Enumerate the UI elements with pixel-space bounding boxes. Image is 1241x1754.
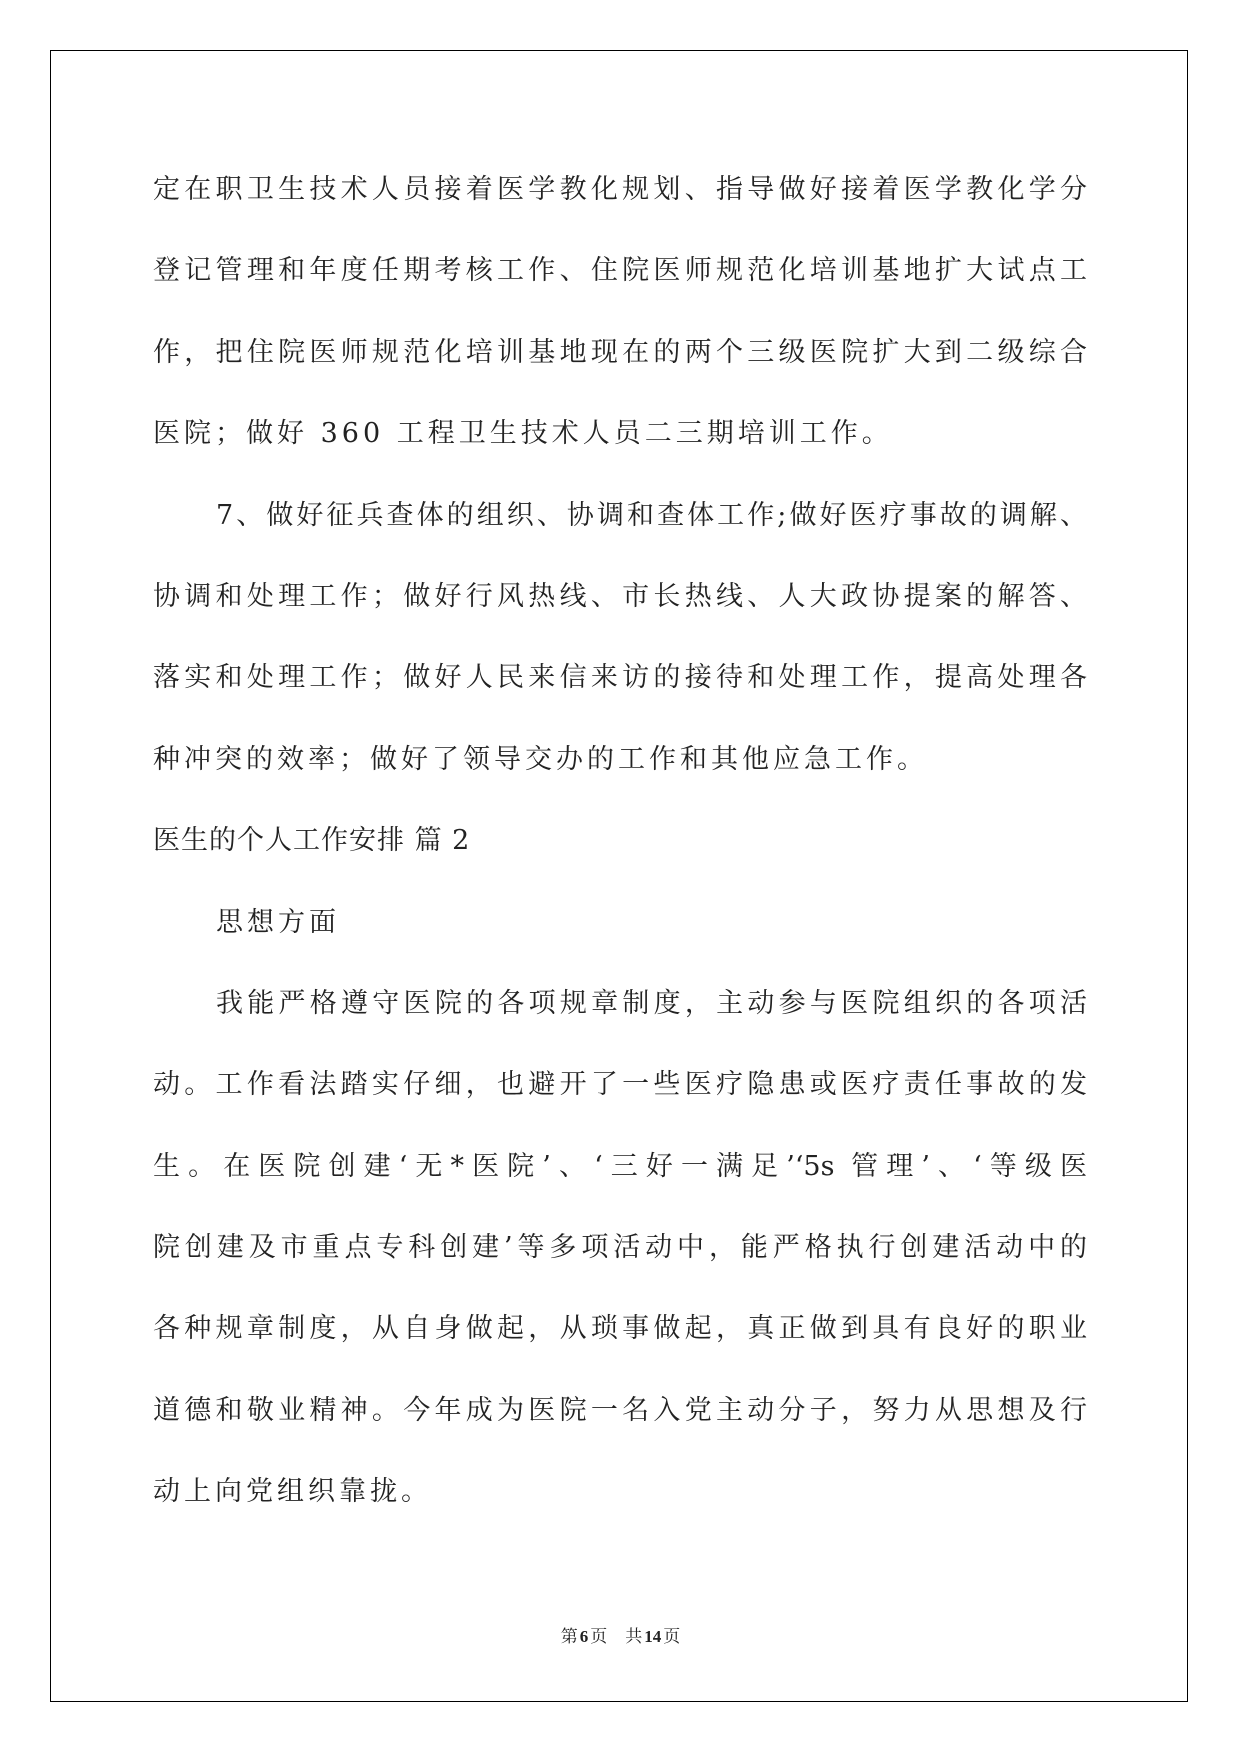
total-pages: 14	[644, 1627, 662, 1646]
subsection-heading: 思想方面	[216, 906, 340, 938]
document-body	[153, 149, 1087, 1533]
page-footer	[0, 1622, 1241, 1647]
paragraph-line: 道德和敬业精神。今年成为医院一名入党主动分子，努力从思想及行	[153, 1394, 1087, 1426]
paragraph-line: 种冲突的效率；做好了领导交办的工作和其他应急工作。	[153, 743, 928, 775]
total-prefix: 共	[625, 1627, 643, 1646]
paragraph-line: 各种规章制度，从自身做起，从琐事做起，真正做到具有良好的职业	[153, 1313, 1087, 1345]
paragraph-line: 落实和处理工作；做好人民来信来访的接待和处理工作，提高处理各	[153, 662, 1087, 694]
paragraph-line: 作，把住院医师规范化培训基地现在的两个三级医院扩大到二级综合	[153, 336, 1087, 368]
paragraph-line: 我能严格遵守医院的各项规章制度，主动参与医院组织的各项活	[216, 987, 1087, 1019]
paragraph-line: 协调和处理工作；做好行风热线、市长热线、人大政协提案的解答、	[153, 580, 1087, 612]
paragraph-line: 院创建及市重点专科创建’等多项活动中，能严格执行创建活动中的	[153, 1232, 1087, 1264]
paragraph-line: 动。工作看法踏实仔细，也避开了一些医疗隐患或医疗责任事故的发	[153, 1069, 1087, 1101]
page-prefix: 第	[560, 1627, 578, 1646]
paragraph-line: 定在职卫生技术人员接着医学教化规划、指导做好接着医学教化学分	[153, 174, 1087, 205]
paragraph-line: 登记管理和年度任期考核工作、住院医师规范化培训基地扩大试点工	[153, 255, 1087, 287]
paragraph-line: 动上向党组织靠拢。	[153, 1476, 432, 1508]
paragraph-line: 生。在医院创建‘无*医院’、‘三好一满足’‘5s 管理’、‘等级医	[153, 1150, 1087, 1182]
page-number: 6	[579, 1627, 589, 1646]
paragraph-line: 7、做好征兵查体的组织、协调和查体工作;做好医疗事故的调解、	[216, 499, 1087, 531]
total-suffix: 页	[663, 1627, 681, 1646]
section-heading: 医生的个人工作安排 篇 2	[153, 825, 471, 857]
page-suffix: 页	[590, 1627, 608, 1646]
paragraph-line: 医院；做好 360 工程卫生技术人员二三期培训工作。	[153, 418, 893, 450]
